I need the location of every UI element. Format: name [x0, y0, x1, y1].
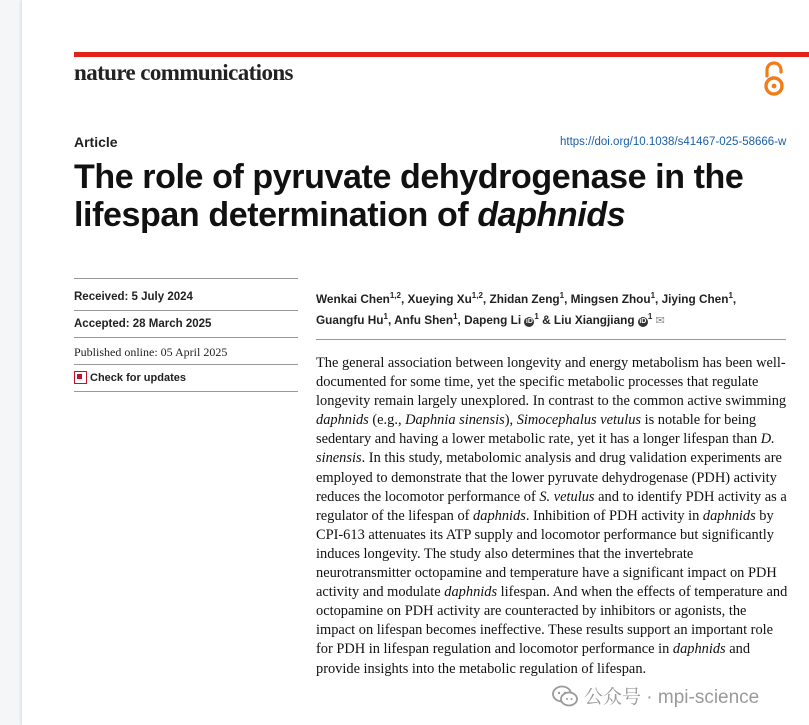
- author-affiliation: 1: [559, 291, 565, 300]
- author-list: Wenkai Chen$^{1,2}$, Xueying Xu$^{1,2}$, Zhidan Zeng$^1$, Mingsen Zhou$^1$, Jiying Chen$^1$, Guangfu Hu$^1$, Anfu Shen$^1$, Dapeng Li $iD^1$ & Liu Xiangjiang $iD^1$ ✉: [316, 291, 737, 327]
- abstract-divider: [316, 339, 786, 340]
- abstract-italic: D. sinensis: [316, 431, 775, 467]
- abstract-text: is notable for being sedentary and having a lower metabolic rate, yet it has a longer lifespan than: [316, 412, 761, 448]
- author-affiliation: 1,2: [389, 291, 401, 300]
- author-affiliation: 1: [728, 291, 733, 300]
- author-affiliation: 1: [383, 311, 388, 321]
- abstract-italic: daphnids: [672, 641, 726, 658]
- author-affiliation: 1,2: [471, 291, 483, 300]
- sidebar-divider: [74, 364, 298, 365]
- sidebar-divider: [74, 391, 298, 392]
- abstract-italic: daphnids: [473, 507, 526, 524]
- check-for-updates-button[interactable]: [74, 371, 186, 384]
- author-affiliation: 1: [453, 311, 458, 321]
- author-name[interactable]: Jiying Chen: [661, 291, 729, 306]
- author-name[interactable]: Wenkai Chen: [316, 291, 390, 306]
- title-italic: daphnids: [477, 196, 626, 234]
- abstract-text: by CPI-613 attenuates its ATP supply and locomotor performance but significantly induces longevity. The study also determines that the invertebrate neurotransmitter octopamine and temperature have a significant impact on PDH activity and modulate: [316, 507, 777, 601]
- abstract-text: and to identify PDH activity as a regulator of the lifespan of: [316, 488, 787, 524]
- check-updates-label: Check for updates: [90, 371, 186, 384]
- author-name[interactable]: Liu Xiangjiang: [553, 312, 635, 327]
- email-icon[interactable]: ✉: [655, 314, 665, 327]
- abstract-text: . Inhibition of PDH activity in: [525, 507, 703, 524]
- author-name[interactable]: Guangfu Hu: [316, 312, 384, 327]
- abstract-text: lifespan. And when the effects of temperature and octopamine on PDH activity are counteracted by inhibitors or agonists, the impact on lifespan becomes ineffective. These results support an important role for PDH in lifespan regulation and locomotor performance in: [316, 584, 788, 658]
- article-title: [74, 158, 794, 234]
- title-main: The role of pyruvate dehydrogenase in the lifespan determination of: [74, 158, 744, 234]
- abstract-italic: Simocephalus vetulus: [516, 412, 641, 429]
- abstract: [316, 354, 788, 679]
- author-name[interactable]: Xueying Xu: [407, 291, 472, 306]
- wechat-watermark: [552, 682, 759, 709]
- abstract-text: . In this study, metabolomic analysis and drug validation experiments are employed to demonstrate that the lower pyruvate dehydrogenase (PDH) activity reduces the locomotor performance of: [316, 450, 782, 505]
- abstract-italic: daphnids: [444, 584, 498, 601]
- accepted-date: Accepted: 28 March 2025: [74, 318, 212, 330]
- article-type: Article: [74, 134, 118, 150]
- author-affiliation: 1: [647, 311, 653, 321]
- abstract-text: The general association between longevity and energy metabolism has been well-documented for some time, yet the specific metabolic processes that regulate longevity remain largely unexplored. In contrast to the common active swimming: [316, 355, 787, 410]
- watermark-text: 公众号 · mpi-science: [584, 687, 760, 708]
- author-affiliation: 1: [534, 311, 539, 321]
- orcid-icon[interactable]: iD: [525, 317, 533, 325]
- article-page: [22, 0, 809, 725]
- author-name[interactable]: Dapeng Li: [464, 312, 522, 327]
- abstract-text: (e.g.,: [368, 412, 406, 429]
- author-name[interactable]: Mingsen Zhou: [570, 291, 651, 306]
- wechat-icon: [552, 685, 578, 707]
- sidebar-divider: [74, 337, 298, 338]
- abstract-italic: daphnids: [702, 507, 756, 524]
- abstract-italic: daphnids: [316, 412, 369, 429]
- doi-link[interactable]: https://doi.org/10.1038/s41467-025-58666-w: [560, 136, 787, 148]
- abstract-text: and provide insights into the metabolic regulation of lifespan.: [316, 641, 751, 677]
- published-date: Published online: 05 April 2025: [74, 345, 228, 359]
- abstract-text: ),: [504, 412, 517, 429]
- journal-red-bar: [74, 52, 809, 57]
- check-updates-icon: [74, 371, 87, 384]
- open-access-icon: [762, 60, 786, 98]
- received-date: Received: 5 July 2024: [74, 291, 193, 303]
- sidebar-divider: [74, 278, 298, 279]
- author-name[interactable]: Anfu Shen: [394, 312, 454, 327]
- journal-name[interactable]: nature communications: [74, 60, 293, 85]
- abstract-italic: S. vetulus: [539, 488, 595, 505]
- orcid-icon[interactable]: iD: [639, 317, 647, 325]
- abstract-italic: Daphnia sinensis: [405, 412, 505, 429]
- author-affiliation: 1: [650, 291, 656, 300]
- sidebar-divider: [74, 310, 298, 311]
- author-name[interactable]: Zhidan Zeng: [489, 291, 560, 306]
